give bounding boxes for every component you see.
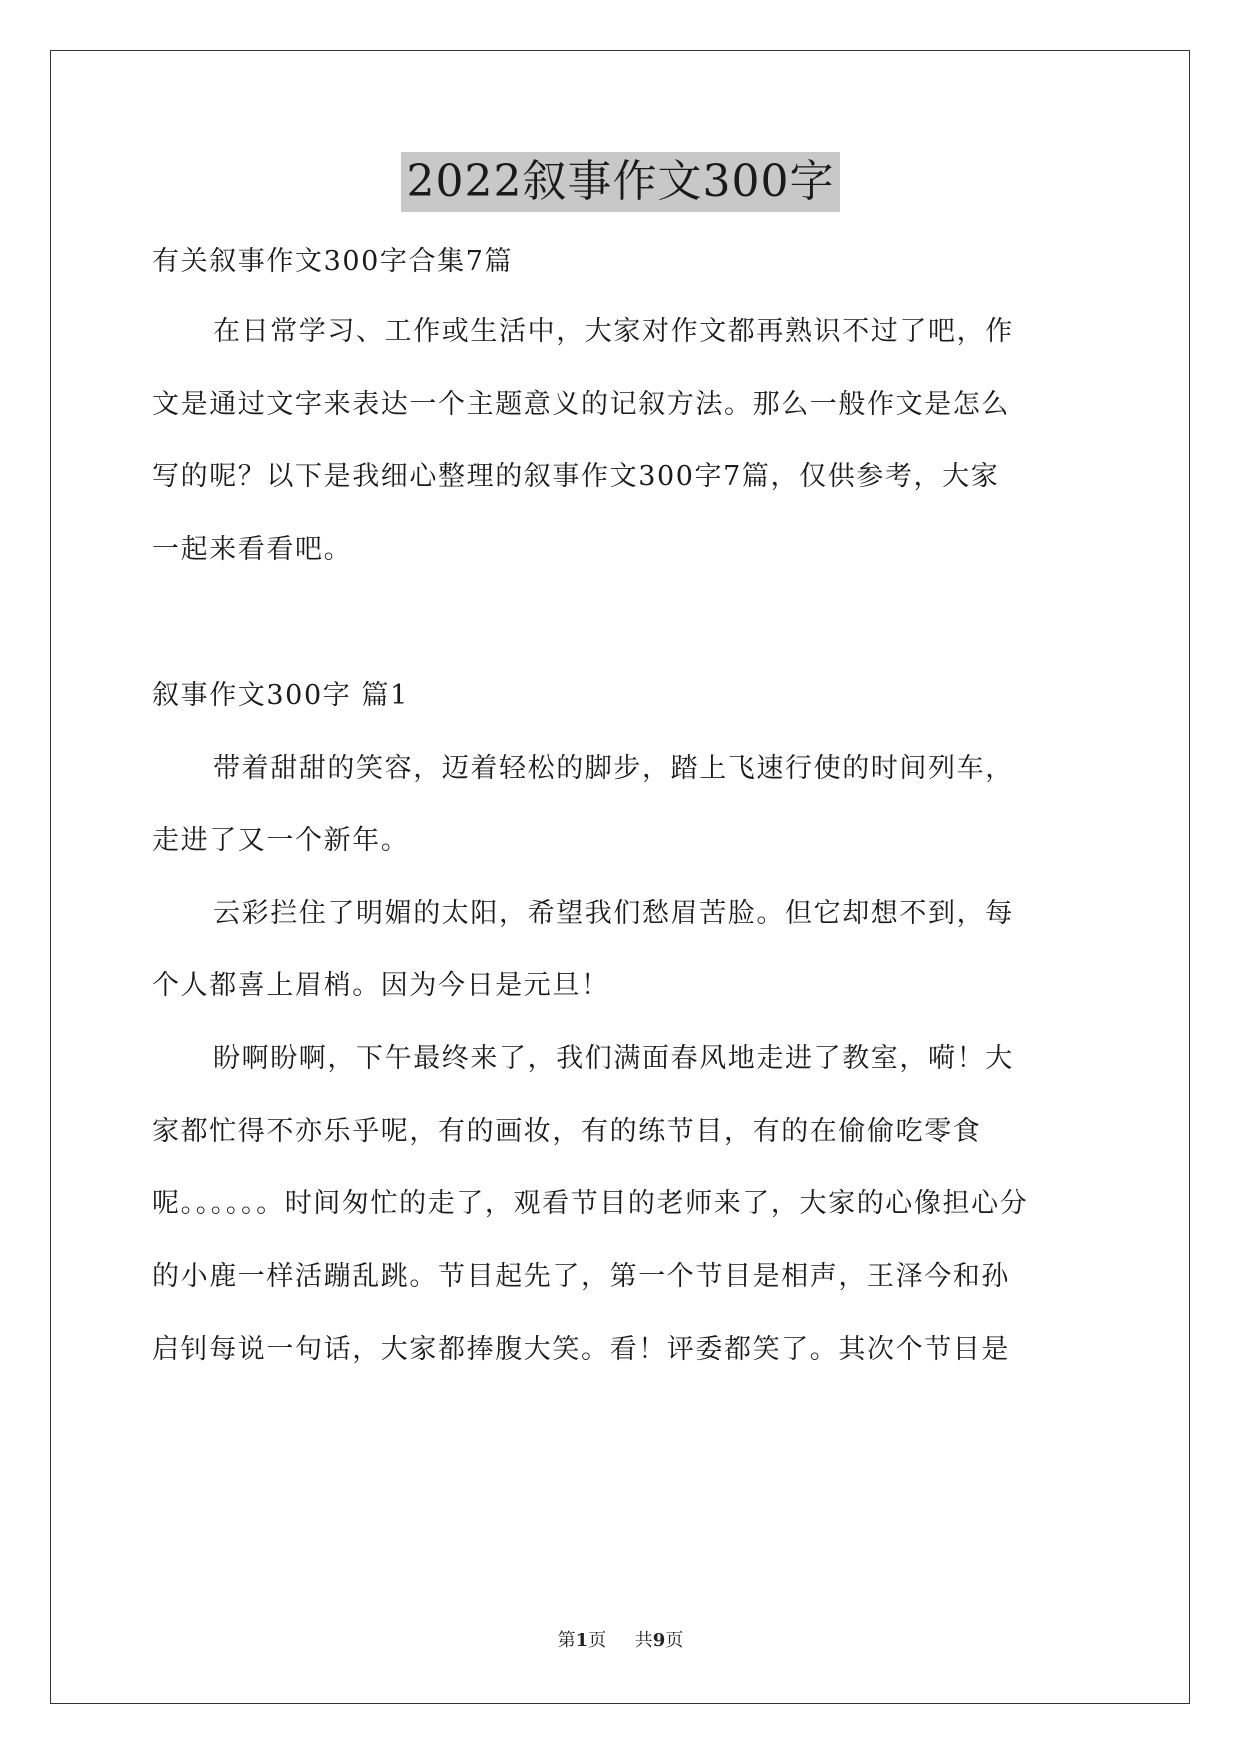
intro-line: 写的呢？以下是我细心整理的叙事作文300字7篇，仅供参考，大家 [152,461,1000,492]
intro-line: 在日常学习、工作或生活中，大家对作文都再熟识不过了吧，作 [213,316,1014,347]
section-heading: 叙事作文300字 篇1 [152,680,409,711]
body-line: 云彩拦住了明媚的太阳，希望我们愁眉苦脸。但它却想不到，每 [213,898,1014,929]
document-title: 2022叙事作文300字 [401,152,841,212]
body-line: 带着甜甜的笑容，迈着轻松的脚步，踏上飞速行使的时间列车， [213,753,1014,784]
body-line: 个人都喜上眉梢。因为今日是元旦！ [152,970,610,1001]
current-page-number: 1 [575,1630,589,1651]
footer-prefix: 第 [557,1630,576,1651]
total-page-number: 9 [652,1630,666,1651]
title-container [0,152,1241,212]
body-line: 盼啊盼啊，下午最终来了，我们满面春风地走进了教室，嗬！大 [213,1043,1014,1074]
body-line: 的小鹿一样活蹦乱跳。节目起先了，第一个节目是相声，王泽今和孙 [152,1261,1010,1292]
page-border [50,50,1190,1704]
footer-total-suffix: 页 [665,1630,684,1651]
footer-page-suffix: 页 [588,1630,607,1651]
intro-line: 一起来看看吧。 [152,534,353,565]
footer-total-prefix: 共 [634,1630,653,1651]
body-line: 走进了又一个新年。 [152,825,410,856]
body-line: 呢。。。。。。时间匆忙的走了，观看节目的老师来了，大家的心像担心分 [152,1188,1029,1219]
body-line: 启钊每说一句话，大家都捧腹大笑。看！评委都笑了。其次个节目是 [152,1334,1010,1365]
intro-line: 文是通过文字来表达一个主题意义的记叙方法。那么一般作文是怎么 [152,389,1010,420]
document-subtitle: 有关叙事作文300字合集7篇 [152,246,514,277]
body-line: 家都忙得不亦乐乎呢，有的画妆，有的练节目，有的在偷偷吃零食 [152,1116,982,1147]
page-footer [0,1626,1241,1652]
